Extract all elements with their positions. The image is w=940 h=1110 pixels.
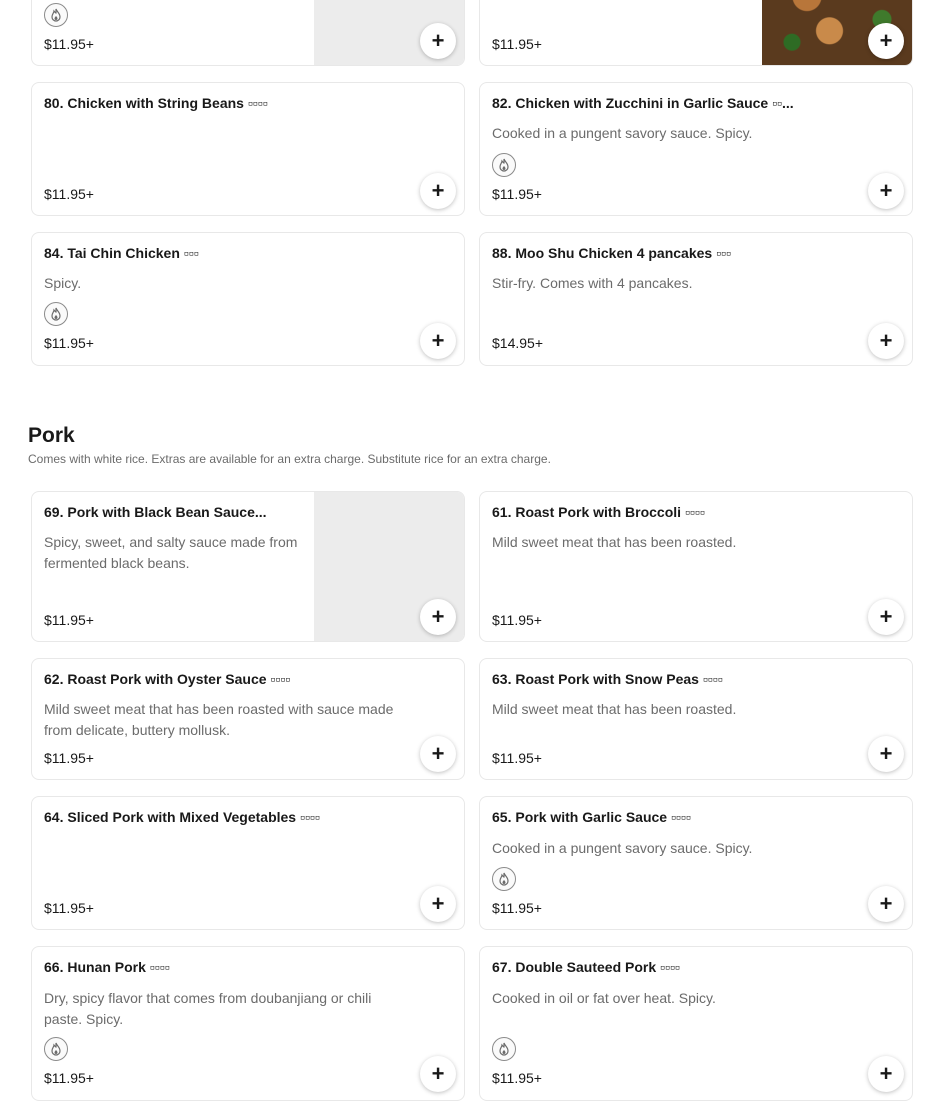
item-description: Spicy, sweet, and salty sauce made from fermented black beans. <box>44 534 298 571</box>
menu-item-card[interactable] <box>479 0 913 66</box>
add-to-cart-button[interactable] <box>868 1056 904 1092</box>
item-price: $11.95+ <box>492 750 542 766</box>
add-to-cart-button[interactable] <box>868 599 904 635</box>
item-price: $11.95+ <box>44 186 94 202</box>
item-description: Dry, spicy flavor that comes from doubanjiang or chili paste. Spicy. <box>44 990 372 1027</box>
item-price: $11.95+ <box>44 750 94 766</box>
item-price: $14.95+ <box>492 335 543 351</box>
flame-icon <box>44 302 68 326</box>
menu-item-card[interactable] <box>479 658 913 780</box>
item-description: Mild sweet meat that has been roasted. <box>492 701 737 717</box>
item-title: 82. Chicken with Zucchini in Garlic Sauce ▫▫... <box>492 95 794 111</box>
add-to-cart-button[interactable] <box>868 736 904 772</box>
menu-item-card[interactable] <box>31 658 465 780</box>
add-to-cart-button[interactable] <box>420 23 456 59</box>
item-title: 84. Tai Chin Chicken ▫▫▫ <box>44 245 199 261</box>
flame-icon <box>492 867 516 891</box>
item-price: $11.95+ <box>44 36 94 52</box>
item-description: Mild sweet meat that has been roasted. <box>492 534 737 550</box>
item-description: Cooked in a pungent savory sauce. Spicy. <box>492 125 753 141</box>
menu-item-card[interactable] <box>479 796 913 930</box>
item-price: $11.95+ <box>492 1070 542 1086</box>
plus-icon: + <box>431 28 445 53</box>
item-description: Spicy. <box>44 275 82 291</box>
item-title: 67. Double Sauteed Pork ▫▫▫▫ <box>492 959 680 975</box>
plus-icon: + <box>879 891 893 916</box>
menu-item-card[interactable] <box>31 491 465 642</box>
plus-icon: + <box>879 178 893 203</box>
plus-icon: + <box>431 741 445 766</box>
add-to-cart-button[interactable] <box>420 173 456 209</box>
item-description: Mild sweet meat that has been roasted with sauce made from delicate, buttery mollusk. <box>44 701 394 738</box>
add-to-cart-button[interactable] <box>420 736 456 772</box>
plus-icon: + <box>431 328 445 353</box>
add-to-cart-button[interactable] <box>868 173 904 209</box>
add-to-cart-button[interactable] <box>420 1056 456 1092</box>
menu-item-card[interactable] <box>479 491 913 642</box>
item-price: $11.95+ <box>492 186 542 202</box>
item-price: $11.95+ <box>492 612 542 628</box>
flame-icon <box>44 3 68 27</box>
item-title: 80. Chicken with String Beans ▫▫▫▫ <box>44 95 268 111</box>
item-price: $11.95+ <box>44 335 94 351</box>
item-title: 62. Roast Pork with Oyster Sauce ▫▫▫▫ <box>44 671 291 687</box>
item-price: $11.95+ <box>44 900 94 916</box>
plus-icon: + <box>879 328 893 353</box>
menu-item-card[interactable] <box>479 232 913 366</box>
item-title: 65. Pork with Garlic Sauce ▫▫▫▫ <box>492 809 691 825</box>
plus-icon: + <box>431 178 445 203</box>
item-price: $11.95+ <box>44 612 94 628</box>
item-title: 63. Roast Pork with Snow Peas ▫▫▫▫ <box>492 671 723 687</box>
plus-icon: + <box>879 1061 893 1086</box>
menu-item-card[interactable] <box>31 796 465 930</box>
plus-icon: + <box>431 604 445 629</box>
menu-item-card[interactable] <box>31 0 465 66</box>
item-title: 61. Roast Pork with Broccoli ▫▫▫▫ <box>492 504 705 520</box>
item-price: $11.95+ <box>492 900 542 916</box>
section-subtitle: Comes with white rice. Extras are available for an extra charge. Substitute rice for an extra charge. <box>28 452 551 466</box>
plus-icon: + <box>431 1061 445 1086</box>
add-to-cart-button[interactable] <box>868 323 904 359</box>
menu-item-card[interactable] <box>31 82 465 216</box>
item-title: 69. Pork with Black Bean Sauce... <box>44 504 267 520</box>
plus-icon: + <box>879 28 893 53</box>
item-title: 64. Sliced Pork with Mixed Vegetables ▫▫▫▫ <box>44 809 320 825</box>
menu-item-card[interactable] <box>479 946 913 1101</box>
section-heading: Pork <box>28 424 75 447</box>
item-description: Stir-fry. Comes with 4 pancakes. <box>492 275 693 291</box>
flame-icon <box>492 153 516 177</box>
plus-icon: + <box>879 741 893 766</box>
item-title: 88. Moo Shu Chicken 4 pancakes ▫▫▫ <box>492 245 731 261</box>
item-price: $11.95+ <box>492 36 542 52</box>
item-description: Cooked in oil or fat over heat. Spicy. <box>492 990 716 1006</box>
item-title: 66. Hunan Pork ▫▫▫▫ <box>44 959 170 975</box>
menu-item-card[interactable] <box>31 946 465 1101</box>
add-to-cart-button[interactable] <box>868 886 904 922</box>
add-to-cart-button[interactable] <box>420 599 456 635</box>
plus-icon: + <box>431 891 445 916</box>
menu-item-card[interactable] <box>479 82 913 216</box>
item-price: $11.95+ <box>44 1070 94 1086</box>
plus-icon: + <box>879 604 893 629</box>
add-to-cart-button[interactable] <box>420 886 456 922</box>
menu-item-card[interactable] <box>31 232 465 366</box>
flame-icon <box>492 1037 516 1061</box>
add-to-cart-button[interactable] <box>420 323 456 359</box>
flame-icon <box>44 1037 68 1061</box>
add-to-cart-button[interactable] <box>868 23 904 59</box>
item-description: Cooked in a pungent savory sauce. Spicy. <box>492 840 753 856</box>
